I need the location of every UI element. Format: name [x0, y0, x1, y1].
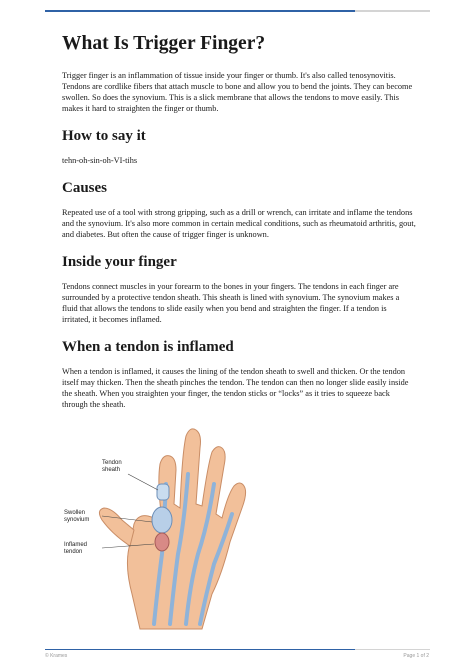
label-inflamed-tendon-line1: Inflamed — [64, 542, 88, 548]
footer-copyright: © Krames — [45, 653, 68, 659]
label-swollen-synovium-line2: synovium — [64, 517, 90, 523]
intro-paragraph: Trigger finger is an inflammation of tissue inside your finger or thumb. It's also called tenosynovitis. Tendons are cordlike fibers that attach muscle to bone and allow you to bend the joints. They can become swollen. So does the synovium. This is a slick membrane that allows the tendons to move easily. This makes it hard to straighten the finger or thumb. — [62, 71, 413, 113]
label-tendon-sheath-line2: sheath — [102, 467, 121, 473]
hand-illustration — [62, 424, 252, 630]
section-heading-causes: Causes — [62, 180, 108, 196]
footer-page-number: Page 1 of 2 — [403, 653, 429, 659]
header-rule — [45, 10, 430, 12]
section-heading-inside-finger: Inside your finger — [62, 254, 177, 270]
label-inflamed-tendon-line2: tendon — [64, 549, 83, 555]
section-body-inflamed: When a tendon is inflamed, it causes the lining of the tendon sheath to swell and thicken. Or the tendon itself may thicken. Then the sheath pinches the tendon. The tendon can then no longer slide easily inside the sheath. When you straighten your finger, the tendon sticks or “locks” as it tries to squeeze back through the sheath. — [62, 367, 409, 409]
label-tendon-sheath — [102, 460, 122, 474]
footer-rule — [45, 649, 430, 650]
hand-drawing — [62, 424, 252, 630]
page-title: What Is Trigger Finger? — [62, 33, 266, 54]
label-inflamed-tendon — [64, 542, 87, 556]
header-rule-accent — [45, 10, 355, 12]
label-tendon-sheath-line1: Tendon — [102, 460, 122, 466]
section-body-inside-finger: Tendons connect muscles in your forearm to the bones in your fingers. The tendons in each finger are surrounded by a protective tendon sheath. This sheath is lined with synovium. The synovium makes a fluid that allows the tendons to slide easily when you bend and straighten the finger. If a tendon is irritated, it becomes inflamed. — [62, 282, 400, 324]
section-body-causes: Repeated use of a tool with strong gripping, such as a drill or wrench, can irritate and inflame the tendons and the synovium. It's also more common in certain medical conditions, such as rheumatoid arthritis, gout, and diabetes. But often the cause of trigger finger is unknown. — [62, 208, 416, 239]
section-heading-inflamed: When a tendon is inflamed — [62, 339, 234, 355]
section-body-how-to-say: tehn-oh-sin-oh-VI-tihs — [62, 156, 138, 165]
section-heading-how-to-say: How to say it — [62, 128, 146, 144]
article — [62, 32, 417, 423]
label-swollen-synovium — [64, 510, 89, 524]
label-swollen-synovium-line1: Swollen — [64, 510, 86, 516]
footer-rule-accent — [45, 649, 355, 650]
